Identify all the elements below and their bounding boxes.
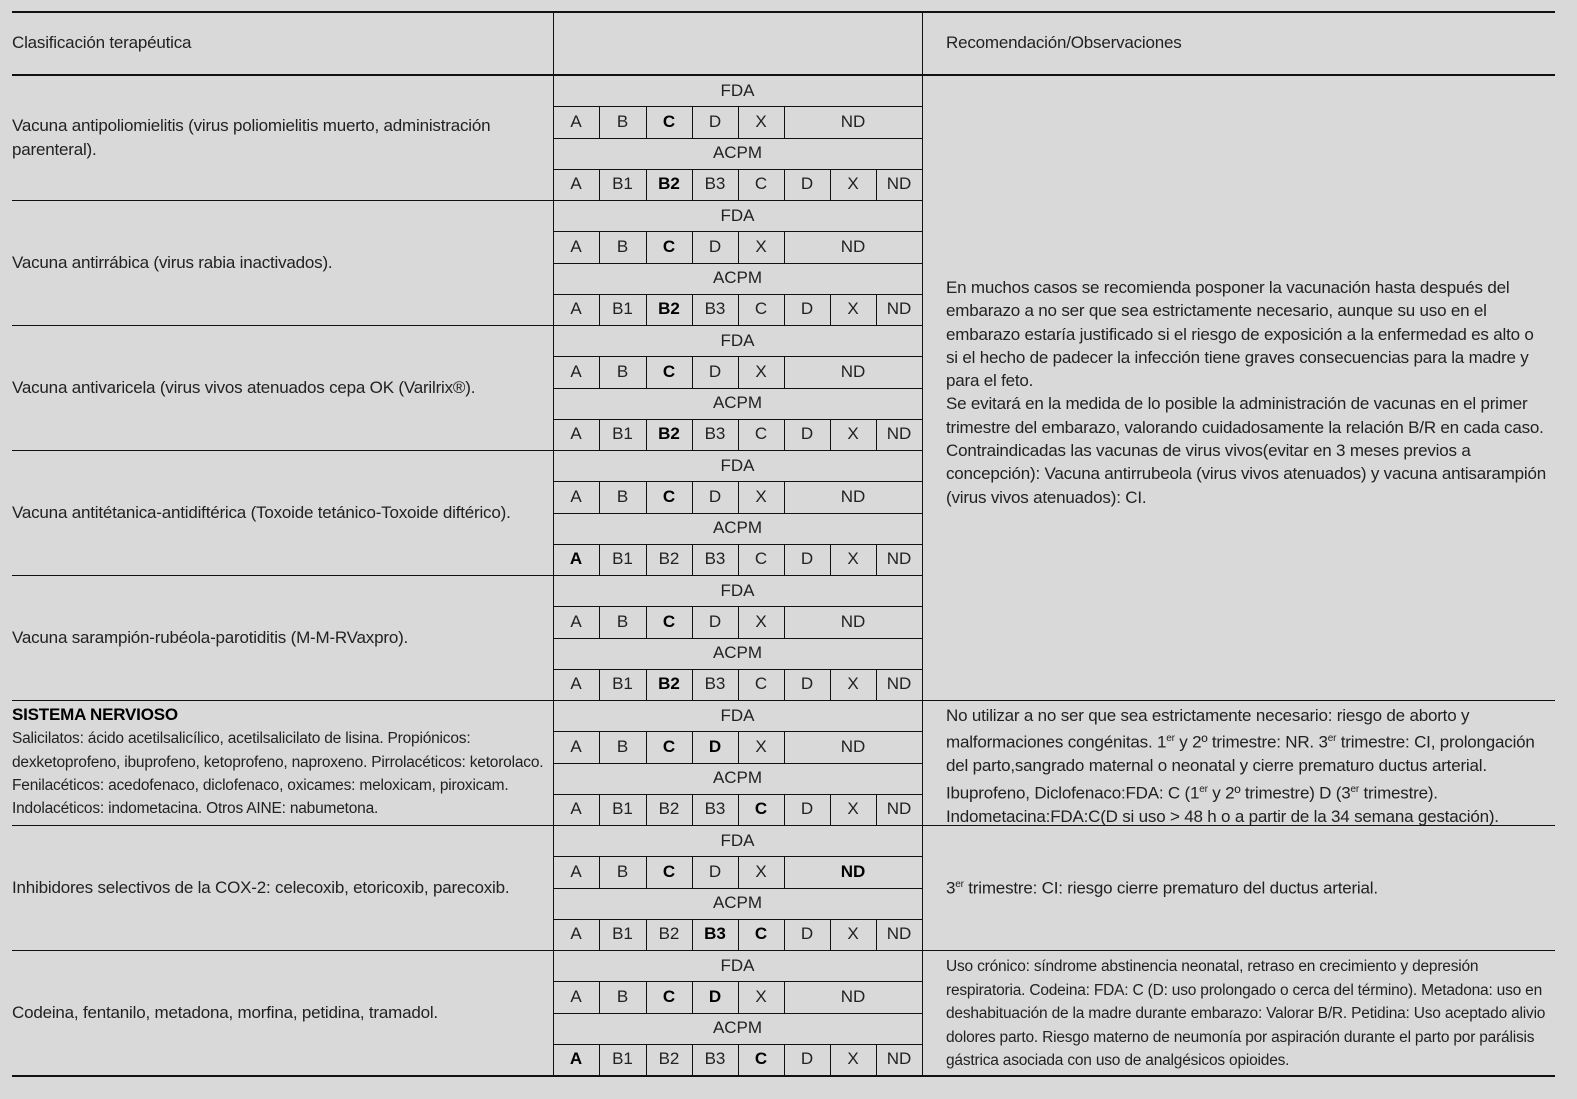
cell-rule — [692, 919, 693, 950]
acpm-category-b3: B3 — [704, 549, 726, 569]
cell-rule — [646, 231, 647, 262]
acpm-category-x: X — [847, 549, 859, 569]
header-classification: Clasificación terapéutica — [12, 33, 192, 52]
acpm-category-c: C — [754, 674, 768, 694]
acpm-category-nd: ND — [886, 799, 912, 819]
cell-rule — [692, 544, 693, 575]
cell-rule — [646, 106, 647, 137]
cell-rule — [646, 919, 647, 950]
acpm-category-a: A — [570, 924, 582, 944]
fda-category-b: B — [616, 611, 629, 631]
fda-category-b: B — [616, 236, 629, 256]
acpm-category-b2: B2 — [658, 674, 680, 694]
acpm-category-x: X — [847, 924, 859, 944]
fda-category-x: X — [755, 486, 767, 506]
cell-rule — [646, 481, 647, 512]
acpm-category-d: D — [800, 924, 814, 944]
cell-rule — [876, 1044, 877, 1075]
acpm-label: ACPM — [712, 143, 763, 163]
fda-category-d: D — [708, 486, 722, 506]
cell-rule — [876, 544, 877, 575]
fda-category-nd: ND — [840, 236, 866, 256]
obs-aine-t2: y 2º trimestre: NR. 3 — [1174, 732, 1328, 752]
acpm-category-d: D — [800, 1049, 814, 1069]
fda-category-c: C — [662, 986, 676, 1006]
fda-category-d: D — [708, 986, 722, 1006]
acpm-category-c: C — [754, 924, 768, 944]
cell-rule — [738, 231, 739, 262]
cell-rule — [646, 981, 647, 1012]
obs-vacunas — [946, 276, 1546, 509]
fda-category-x: X — [755, 361, 767, 381]
acpm-category-a: A — [570, 674, 582, 694]
cell-rule — [784, 669, 785, 700]
cell-rule — [830, 169, 831, 200]
cell-rule — [738, 606, 739, 637]
row-rule-obs — [922, 950, 1555, 951]
fda-category-x: X — [755, 861, 767, 881]
fda-category-c: C — [662, 861, 676, 881]
drug-description: Vacuna antivaricela (virus vivos atenuados cepa OK (Varilrix®). — [12, 377, 476, 397]
fda-category-x: X — [755, 236, 767, 256]
cell-rule — [646, 419, 647, 450]
fda-label: FDA — [720, 705, 755, 725]
acpm-category-a: A — [570, 424, 582, 444]
acpm-label: ACPM — [712, 643, 763, 663]
fda-category-b: B — [616, 361, 629, 381]
cell-rule — [738, 544, 739, 575]
drug-description: Inhibidores selectivos de la COX-2: celecoxib, etoricoxib, parecoxib. — [12, 877, 510, 897]
cell-rule — [738, 169, 739, 200]
acpm-category-x: X — [847, 799, 859, 819]
cell-rule — [876, 169, 877, 200]
fda-label: FDA — [720, 455, 755, 475]
cell-rule — [692, 169, 693, 200]
fda-category-nd: ND — [840, 986, 866, 1006]
cell-rule — [646, 544, 647, 575]
section-title: SISTEMA NERVIOSO — [12, 705, 178, 724]
cell-rule — [692, 981, 693, 1012]
fda-label: FDA — [720, 330, 755, 350]
acpm-category-b2: B2 — [658, 299, 680, 319]
row-rule — [12, 1075, 922, 1076]
acpm-category-c: C — [754, 424, 768, 444]
cell-rule — [599, 231, 600, 262]
fda-category-nd: ND — [840, 861, 866, 881]
acpm-category-b3: B3 — [704, 424, 726, 444]
cell-rule — [784, 731, 785, 762]
obs-aine-t5: y 2º trimestre) D (3 — [1207, 783, 1351, 803]
acpm-category-b1: B1 — [612, 549, 633, 569]
fda-label: FDA — [720, 205, 755, 225]
cell-rule — [784, 169, 785, 200]
fda-category-c: C — [662, 111, 676, 131]
cell-rule — [830, 794, 831, 825]
cell-rule — [646, 1044, 647, 1075]
acpm-label: ACPM — [712, 893, 763, 913]
cell-rule — [692, 1044, 693, 1075]
cell-rule — [738, 856, 739, 887]
acpm-category-b1: B1 — [612, 799, 633, 819]
cell-rule — [692, 669, 693, 700]
acpm-category-nd: ND — [886, 674, 912, 694]
cell-rule — [599, 544, 600, 575]
fda-label: FDA — [720, 80, 755, 100]
fda-category-a: A — [570, 986, 582, 1006]
fda-category-b: B — [616, 486, 629, 506]
cell-rule — [876, 294, 877, 325]
acpm-category-b3: B3 — [704, 674, 726, 694]
acpm-category-a: A — [570, 799, 582, 819]
fda-category-x: X — [755, 736, 767, 756]
fda-category-b: B — [616, 986, 629, 1006]
fda-category-c: C — [662, 486, 676, 506]
cell-rule — [646, 856, 647, 887]
obs-aine-s4: er — [1350, 783, 1359, 795]
cell-rule — [738, 294, 739, 325]
fda-category-d: D — [708, 111, 722, 131]
fda-category-b: B — [616, 861, 629, 881]
cell-rule — [646, 606, 647, 637]
cell-rule — [830, 1044, 831, 1075]
acpm-category-d: D — [800, 674, 814, 694]
fda-category-nd: ND — [840, 736, 866, 756]
cell-rule — [599, 794, 600, 825]
rule-col2 — [922, 13, 923, 1077]
acpm-category-c: C — [754, 1049, 768, 1069]
header-observations: Recomendación/Observaciones — [946, 33, 1182, 52]
cell-rule — [738, 419, 739, 450]
acpm-category-b1: B1 — [612, 299, 633, 319]
cell-rule — [692, 294, 693, 325]
fda-category-d: D — [708, 236, 722, 256]
cell-rule — [599, 106, 600, 137]
cell-rule — [692, 231, 693, 262]
acpm-category-d: D — [800, 549, 814, 569]
cell-rule — [830, 919, 831, 950]
acpm-category-b1: B1 — [612, 424, 633, 444]
cell-rule — [876, 919, 877, 950]
fda-category-c: C — [662, 236, 676, 256]
acpm-category-d: D — [800, 174, 814, 194]
acpm-category-a: A — [570, 174, 582, 194]
acpm-category-d: D — [800, 299, 814, 319]
acpm-category-a: A — [570, 299, 582, 319]
fda-category-a: A — [570, 361, 582, 381]
cell-rule — [830, 294, 831, 325]
acpm-category-b2: B2 — [658, 549, 680, 569]
obs-aine-t1: No utilizar a no ser que sea estrictamente necesario: riesgo de aborto y malformaciones congénitas. 1 — [946, 706, 1470, 752]
acpm-label: ACPM — [712, 518, 763, 538]
acpm-category-b2: B2 — [658, 924, 680, 944]
cell-rule — [646, 669, 647, 700]
cell-rule — [692, 794, 693, 825]
cell-rule — [646, 294, 647, 325]
cell-rule — [738, 794, 739, 825]
cell-rule — [692, 481, 693, 512]
cell-rule — [784, 981, 785, 1012]
cell-rule — [876, 419, 877, 450]
cell-rule — [784, 106, 785, 137]
obs-vacunas-p1: En muchos casos se recomienda posponer la vacunación hasta después del embarazo a no ser que sea estrictamente necesario, aunque su uso en el embarazo estaría justificado si el riesgo de exposición a la enfermedad es alto o si el hecho de padecer la infección tiene graves consecuencias para la madre y para el feto. — [946, 278, 1534, 391]
cell-rule — [738, 919, 739, 950]
obs-opioides: Uso crónico: síndrome abstinencia neonatal, retraso en crecimiento y depresión respiratoria. Codeina: FDA: C (D: uso prolongado o cerca del término). Metadona: uso en deshabituación de la madre durante embarazo: Valorar B/R. Petidina: Uso aceptado alivio dolores parto. Riesgo materno de neumonía por aspiración durante el parto por parálisis gástrica asociada con uso de analgésicos opioides. — [946, 958, 1546, 1069]
acpm-category-b3: B3 — [704, 924, 726, 944]
drug-description — [12, 703, 547, 820]
obs-aine-s3: er — [1199, 783, 1208, 795]
cell-rule — [876, 794, 877, 825]
cell-rule — [599, 1044, 600, 1075]
drug-list: Salicilatos: ácido acetilsalicílico, acetilsalicilato de lisina. Propiónicos: dexketoprofeno, ibuprofeno, ketoprofeno, naproxeno. Pirrolacéticos: ketorolaco. Fenilacéticos: acedofenaco, diclofenaco, oxicames: meloxicam, piroxicam. Indolacéticos: indometacina. Otros AINE: nabumetona. — [12, 730, 544, 818]
obs-aine-t7: Indometacina:FDA:C(D si uso > 48 h o a partir de la 34 semana gestación). — [946, 806, 1499, 826]
acpm-category-b3: B3 — [704, 174, 726, 194]
acpm-category-nd: ND — [886, 424, 912, 444]
cell-rule — [692, 356, 693, 387]
cell-rule — [692, 106, 693, 137]
fda-label: FDA — [720, 955, 755, 975]
fda-category-b: B — [616, 736, 629, 756]
acpm-category-c: C — [754, 174, 768, 194]
cell-rule — [599, 356, 600, 387]
fda-category-c: C — [662, 736, 676, 756]
acpm-category-b2: B2 — [658, 424, 680, 444]
fda-category-nd: ND — [840, 486, 866, 506]
acpm-category-c: C — [754, 799, 768, 819]
cell-rule — [646, 169, 647, 200]
acpm-category-b3: B3 — [704, 799, 726, 819]
obs-vacunas-p3: Contraindicadas las vacunas de virus vivos(evitar en 3 meses previos a concepción): Vacuna antirrubeola (virus vivos atenuados) y vacuna antisarampión (virus vivos atenuados): CI. — [946, 441, 1547, 507]
cell-rule — [830, 669, 831, 700]
acpm-category-b2: B2 — [658, 174, 680, 194]
fda-category-x: X — [755, 611, 767, 631]
acpm-category-b1: B1 — [612, 924, 633, 944]
fda-category-x: X — [755, 111, 767, 131]
cell-rule — [738, 356, 739, 387]
cell-rule — [738, 1044, 739, 1075]
rule-top — [12, 11, 1555, 13]
fda-category-nd: ND — [840, 611, 866, 631]
fda-category-d: D — [708, 611, 722, 631]
acpm-category-b3: B3 — [704, 299, 726, 319]
obs-aine-t6: trimestre). — [1359, 783, 1438, 803]
cell-rule — [599, 981, 600, 1012]
fda-category-a: A — [570, 736, 582, 756]
acpm-category-nd: ND — [886, 299, 912, 319]
cell-rule — [830, 419, 831, 450]
obs-cox-s1: er — [955, 879, 964, 890]
acpm-category-c: C — [754, 299, 768, 319]
cell-rule — [599, 294, 600, 325]
cell-rule — [830, 544, 831, 575]
cell-rule — [738, 481, 739, 512]
obs-aine-s1: er — [1166, 733, 1175, 745]
acpm-category-x: X — [847, 424, 859, 444]
cell-rule — [784, 1044, 785, 1075]
acpm-category-b2: B2 — [658, 799, 680, 819]
fda-category-nd: ND — [840, 111, 866, 131]
cell-rule — [738, 981, 739, 1012]
cell-rule — [692, 731, 693, 762]
fda-label: FDA — [720, 580, 755, 600]
cell-rule — [784, 356, 785, 387]
cell-rule — [692, 856, 693, 887]
acpm-category-b1: B1 — [612, 1049, 633, 1069]
cell-rule — [738, 731, 739, 762]
cell-rule — [876, 669, 877, 700]
cell-rule — [784, 919, 785, 950]
acpm-category-c: C — [754, 549, 768, 569]
cell-rule — [646, 794, 647, 825]
rule-bottom — [12, 1076, 1555, 1077]
acpm-category-x: X — [847, 674, 859, 694]
acpm-category-nd: ND — [886, 924, 912, 944]
cell-rule — [599, 669, 600, 700]
obs-aine — [946, 704, 1546, 828]
cell-rule — [599, 919, 600, 950]
cell-rule — [599, 419, 600, 450]
fda-category-a: A — [570, 111, 582, 131]
acpm-label: ACPM — [712, 268, 763, 288]
fda-label: FDA — [720, 830, 755, 850]
acpm-category-a: A — [569, 1049, 583, 1069]
cell-rule — [599, 856, 600, 887]
acpm-category-x: X — [847, 1049, 859, 1069]
acpm-category-x: X — [847, 299, 859, 319]
fda-category-a: A — [570, 236, 582, 256]
cell-rule — [784, 294, 785, 325]
acpm-label: ACPM — [712, 393, 763, 413]
fda-category-c: C — [662, 361, 676, 381]
acpm-label: ACPM — [712, 1018, 763, 1038]
cell-rule — [738, 669, 739, 700]
drug-description: Vacuna antitétanica-antidiftérica (Toxoide tetánico-Toxoide diftérico). — [12, 502, 511, 522]
cell-rule — [784, 606, 785, 637]
row-rule-obs — [922, 700, 1555, 701]
acpm-category-d: D — [800, 799, 814, 819]
obs-vacunas-p2: Se evitará en la medida de lo posible la administración de vacunas en el primer trimestre del embarazo, valorando cuidadosamente la relación B/R en cada caso. — [946, 394, 1544, 437]
fda-category-a: A — [570, 486, 582, 506]
fda-category-d: D — [708, 361, 722, 381]
cell-rule — [692, 419, 693, 450]
obs-aine-s2: er — [1327, 733, 1337, 745]
acpm-category-b2: B2 — [658, 1049, 680, 1069]
cell-rule — [784, 419, 785, 450]
drug-description: Vacuna antipoliomielitis (virus poliomielitis muerto, administración parenteral). — [12, 116, 491, 159]
cell-rule — [784, 481, 785, 512]
cell-rule — [646, 356, 647, 387]
cell-rule — [599, 481, 600, 512]
fda-category-a: A — [570, 861, 582, 881]
acpm-category-b1: B1 — [612, 674, 633, 694]
acpm-category-b3: B3 — [704, 1049, 726, 1069]
fda-category-a: A — [570, 611, 582, 631]
fda-category-d: D — [708, 861, 722, 881]
fda-category-b: B — [616, 111, 629, 131]
cell-rule — [599, 731, 600, 762]
obs-cox-t2: trimestre: CI: riesgo cierre prematuro del ductus arterial. — [963, 878, 1378, 898]
cell-rule — [784, 856, 785, 887]
acpm-category-b1: B1 — [612, 174, 633, 194]
fda-category-c: C — [662, 611, 676, 631]
cell-rule — [646, 731, 647, 762]
acpm-category-nd: ND — [886, 549, 912, 569]
acpm-category-d: D — [800, 424, 814, 444]
acpm-category-x: X — [847, 174, 859, 194]
drug-description: Vacuna sarampión-rubéola-parotiditis (M-M-RVaxpro). — [12, 627, 409, 647]
obs-aine-t4: Ibuprofeno, Diclofenaco:FDA: C (1 — [946, 783, 1200, 803]
cell-rule — [784, 544, 785, 575]
obs-cox2 — [946, 873, 1546, 900]
acpm-category-nd: ND — [886, 1049, 912, 1069]
cell-rule — [599, 606, 600, 637]
obs-aine-t3: trimestre: CI, prolongación del parto,sangrado maternal o neonatal y cierre prematuro ductus arterial. — [946, 732, 1535, 776]
cell-rule — [599, 169, 600, 200]
acpm-category-nd: ND — [886, 174, 912, 194]
cell-rule — [692, 606, 693, 637]
obs-cox-t1: 3 — [946, 878, 956, 898]
fda-category-x: X — [755, 986, 767, 1006]
cell-rule — [784, 794, 785, 825]
row-rule-obs — [922, 1075, 1555, 1076]
cell-rule — [784, 231, 785, 262]
acpm-category-a: A — [569, 549, 583, 569]
drug-description: Vacuna antirrábica (virus rabia inactivados). — [12, 252, 333, 272]
drug-description: Codeina, fentanilo, metadona, morfina, petidina, tramadol. — [12, 1002, 438, 1022]
fda-category-d: D — [708, 736, 722, 756]
fda-category-nd: ND — [840, 361, 866, 381]
cell-rule — [738, 106, 739, 137]
acpm-label: ACPM — [712, 768, 763, 788]
